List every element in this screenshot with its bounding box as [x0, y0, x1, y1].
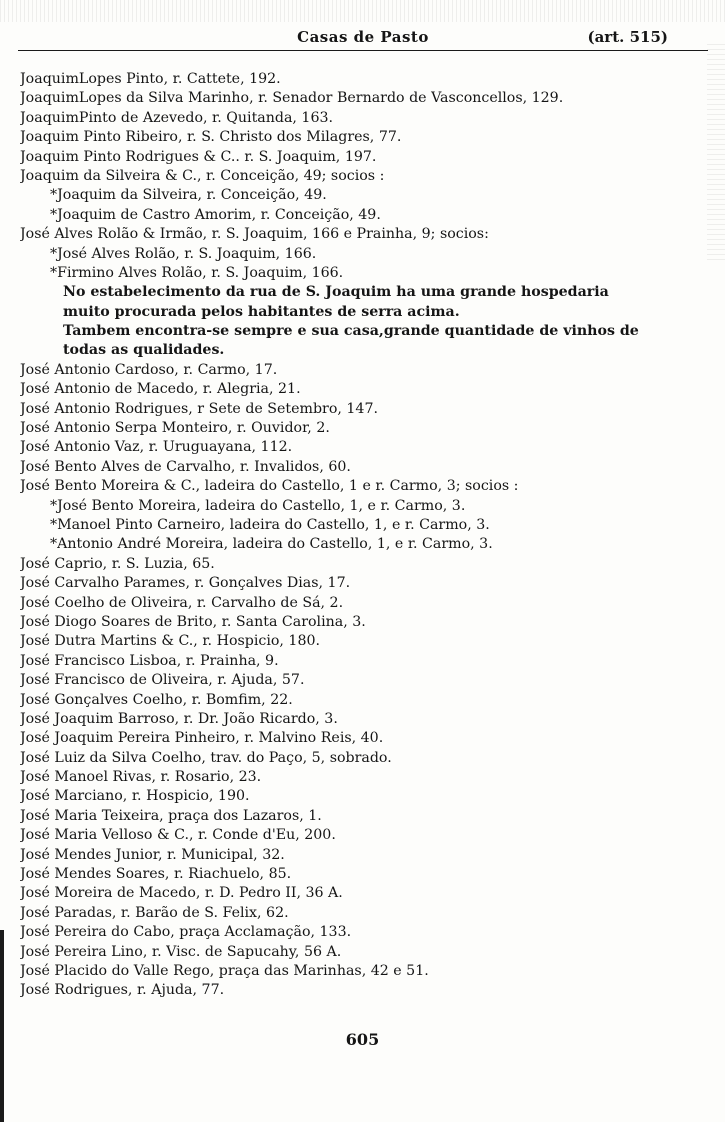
directory-entry: José Coelho de Oliveira, r. Carvalho de Sá, 2. — [20, 594, 344, 611]
partner-entry: *Firmino Alves Rolão, r. S. Joaquim, 166. — [50, 264, 344, 281]
directory-entry: José Bento Alves de Carvalho, r. Invalidos, 60. — [20, 458, 351, 475]
directory-entry: José Francisco Lisboa, r. Prainha, 9. — [20, 652, 279, 669]
directory-entry: José Caprio, r. S. Luzia, 65. — [20, 555, 215, 572]
directory-entry: JoaquimLopes da Silva Marinho, r. Senador Bernardo de Vasconcellos, 129. — [20, 90, 564, 107]
entry-note: todas as qualidades. — [63, 342, 225, 359]
header-article: (art. 515) — [587, 28, 668, 46]
directory-entry: José Joaquim Pereira Pinheiro, r. Malvino Reis, 40. — [20, 730, 384, 747]
scan-noise-top — [0, 0, 725, 22]
partner-entry: *José Alves Rolão, r. S. Joaquim, 166. — [50, 245, 317, 262]
header-title: Casas de Pasto — [297, 28, 429, 46]
directory-entry: José Maria Velloso & C., r. Conde d'Eu, 200. — [20, 827, 336, 844]
directory-entry: José Diogo Soares de Brito, r. Santa Carolina, 3. — [20, 613, 366, 630]
partner-entry: *José Bento Moreira, ladeira do Castello, 1, e r. Carmo, 3. — [50, 497, 466, 514]
directory-entry: José Rodrigues, r. Ajuda, 77. — [20, 982, 225, 999]
directory-entry: José Paradas, r. Barão de S. Felix, 62. — [20, 904, 289, 921]
directory-entry: José Moreira de Macedo, r. D. Pedro II, 36 A. — [20, 885, 343, 902]
entry-note: muito procurada pelos habitantes de serra acima. — [63, 303, 460, 320]
directory-entry: José Luiz da Silva Coelho, trav. do Paço, 5, sobrado. — [20, 749, 392, 766]
directory-entry: José Bento Moreira & C., ladeira do Castello, 1 e r. Carmo, 3; socios : — [20, 478, 519, 495]
directory-entry: José Placido do Valle Rego, praça das Marinhas, 42 e 51. — [20, 962, 429, 979]
directory-entry: José Pereira Lino, r. Visc. de Sapucahy, 56 A. — [20, 943, 342, 960]
directory-entry: José Joaquim Barroso, r. Dr. João Ricardo, 3. — [20, 710, 338, 727]
directory-entry: José Mendes Junior, r. Municipal, 32. — [20, 846, 285, 863]
directory-entry: José Mendes Soares, r. Riachuelo, 85. — [20, 866, 292, 883]
directory-entry: José Antonio Vaz, r. Uruguayana, 112. — [20, 439, 293, 456]
directory-entry: José Manoel Rivas, r. Rosario, 23. — [20, 769, 262, 786]
page-number: 605 — [345, 1030, 380, 1049]
partner-entry: *Manoel Pinto Carneiro, ladeira do Castello, 1, e r. Carmo, 3. — [50, 516, 490, 533]
partner-entry: *Antonio André Moreira, ladeira do Castello, 1, e r. Carmo, 3. — [50, 536, 493, 553]
directory-entry: José Antonio Rodrigues, r Sete de Setembro, 147. — [20, 400, 378, 417]
directory-entry: Joaquim Pinto Rodrigues & C.. r. S. Joaquim, 197. — [20, 148, 377, 165]
entry-note: No estabelecimento da rua de S. Joaquim ha uma grande hospedaria — [63, 284, 609, 301]
directory-entry: Joaquim Pinto Ribeiro, r. S. Christo dos Milagres, 77. — [20, 129, 402, 146]
running-header — [18, 28, 708, 51]
directory-entry: José Marciano, r. Hospicio, 190. — [20, 788, 250, 805]
partner-entry: *Joaquim de Castro Amorim, r. Conceição, 49. — [50, 206, 381, 223]
directory-entry: José Carvalho Parames, r. Gonçalves Dias, 17. — [20, 575, 351, 592]
directory-entry: José Maria Teixeira, praça dos Lazaros, 1. — [20, 807, 322, 824]
directory-entry: José Gonçalves Coelho, r. Bomfim, 22. — [20, 691, 293, 708]
directory-entry: JoaquimLopes Pinto, r. Cattete, 192. — [20, 71, 281, 87]
scan-edge-left — [0, 930, 4, 1122]
directory-list — [20, 70, 710, 1001]
directory-entry: José Antonio Serpa Monteiro, r. Ouvidor, 2. — [20, 420, 330, 437]
partner-entry: *Joaquim da Silveira, r. Conceição, 49. — [50, 187, 327, 204]
directory-entry: José Alves Rolão & Irmão, r. S. Joaquim, 166 e Prainha, 9; socios: — [20, 226, 489, 243]
directory-entry: José Antonio de Macedo, r. Alegria, 21. — [20, 381, 301, 398]
directory-entry: Joaquim da Silveira & C., r. Conceição, 49; socios : — [20, 167, 385, 184]
directory-entry: José Dutra Martins & C., r. Hospicio, 180. — [20, 633, 321, 650]
directory-entry: José Antonio Cardoso, r. Carmo, 17. — [20, 361, 278, 378]
directory-entry: José Pereira do Cabo, praça Acclamação, 133. — [20, 924, 352, 941]
directory-entry: José Francisco de Oliveira, r. Ajuda, 57. — [20, 672, 305, 689]
directory-entry: JoaquimPinto de Azevedo, r. Quitanda, 163. — [20, 109, 334, 126]
entry-note: Tambem encontra-se sempre e sua casa,grande quantidade de vinhos de — [63, 323, 639, 340]
